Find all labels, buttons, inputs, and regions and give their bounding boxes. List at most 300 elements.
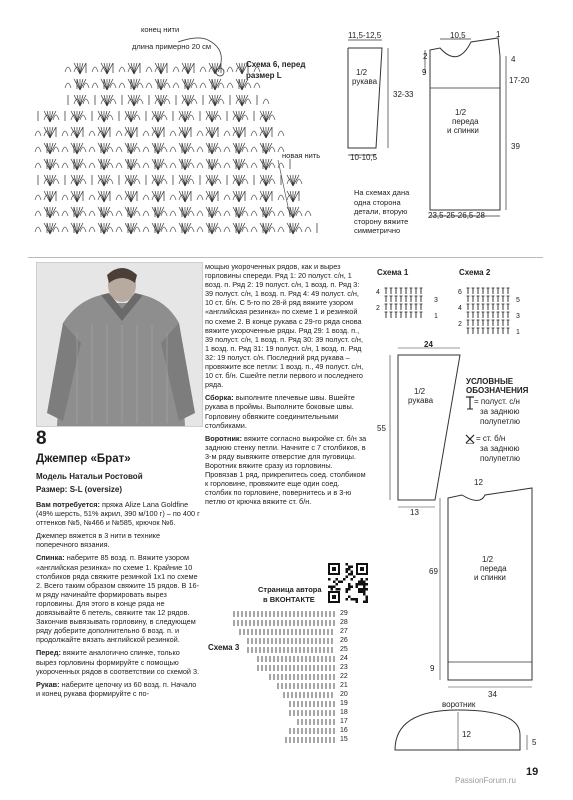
shell-mark	[71, 127, 77, 138]
legend-title-1: УСЛОВНЫЕ	[466, 377, 514, 386]
shell-mark	[209, 207, 212, 218]
shell-mark	[107, 63, 110, 74]
shell-mark	[158, 207, 164, 218]
shell-mark	[158, 111, 164, 122]
collar-outline	[395, 710, 520, 750]
shell-mark	[74, 207, 77, 218]
shell-mark	[212, 207, 215, 218]
body-dim-1: 1	[496, 30, 501, 39]
shell-mark	[131, 191, 137, 202]
shell-mark	[188, 63, 191, 74]
shell-mark	[104, 159, 107, 170]
article-size: Размер: S-L (oversize)	[36, 485, 123, 494]
shell-mark	[293, 191, 296, 202]
shell-mark	[185, 191, 188, 202]
shell-mark	[260, 175, 266, 186]
shell-mark	[185, 111, 191, 122]
shell-mark	[290, 175, 293, 186]
shell-mark	[74, 223, 77, 234]
shell-mark	[50, 159, 56, 170]
stitch-mark	[161, 211, 167, 216]
stitch-mark	[53, 163, 59, 168]
pattern-body-top: 12	[474, 478, 483, 487]
shell-mark	[128, 159, 131, 170]
stitch-mark	[53, 179, 59, 184]
shell-mark	[104, 175, 110, 186]
shell-mark	[107, 79, 110, 90]
shell-mark	[50, 207, 53, 218]
stitch-mark	[224, 147, 230, 152]
shell-mark	[266, 191, 272, 202]
shell-mark	[47, 159, 50, 170]
stitch-mark	[80, 163, 86, 168]
stitch-mark	[62, 227, 68, 232]
shell-mark	[185, 159, 191, 170]
shell-mark	[80, 63, 83, 74]
shell-mark	[212, 223, 215, 234]
stitch-mark	[143, 211, 149, 216]
qr-cell	[356, 601, 359, 604]
row-number: 28	[340, 619, 348, 626]
instructions-column-2	[205, 262, 367, 574]
shell-mark	[134, 79, 137, 90]
shell-mark	[287, 175, 293, 186]
body-dim-17-20: 17-20	[509, 76, 530, 85]
body-dim-39: 39	[511, 142, 520, 151]
qr-code-icon[interactable]	[327, 562, 369, 604]
stitch-mark	[146, 83, 152, 88]
shell-mark	[206, 111, 212, 122]
stitch-mark	[224, 195, 230, 200]
shell-mark	[266, 111, 272, 122]
stitch-mark	[242, 147, 248, 152]
shell-mark	[266, 175, 272, 186]
shell-mark	[134, 63, 137, 74]
stitch-mark	[170, 195, 176, 200]
shell-mark	[74, 191, 77, 202]
shell-mark	[101, 191, 104, 202]
qr-cell	[328, 578, 331, 581]
shell-mark	[239, 191, 245, 202]
qr-cell	[363, 601, 366, 604]
shell-mark	[293, 175, 299, 186]
row-number: 16	[340, 727, 348, 734]
stitch-mark	[218, 83, 224, 88]
shell-mark	[152, 127, 158, 138]
stitch-mark	[278, 195, 284, 200]
shell-mark	[104, 223, 110, 234]
section-divider	[28, 257, 543, 258]
stitch-mark	[170, 211, 176, 216]
shell-mark	[134, 95, 137, 106]
shell-mark	[44, 175, 50, 186]
shell-mark	[185, 127, 191, 138]
shell-mark	[161, 63, 164, 74]
shell-mark	[239, 191, 242, 202]
stitch-mark	[62, 131, 68, 136]
author-page-label-1: Страница автора	[258, 585, 322, 594]
shell-mark	[155, 63, 161, 74]
shell-mark	[239, 223, 245, 234]
shell-mark	[80, 79, 86, 90]
stitch-mark	[215, 211, 221, 216]
pattern-body-bottom: 34	[488, 690, 497, 699]
shell-mark	[266, 159, 269, 170]
shell-mark	[155, 111, 158, 122]
shell-mark	[206, 127, 212, 138]
body-dim-10-5: 10,5	[450, 31, 466, 40]
shell-mark	[47, 191, 50, 202]
shell-mark	[77, 175, 80, 186]
shell-mark	[131, 63, 134, 74]
shell-mark	[98, 111, 104, 122]
shell-mark	[152, 175, 158, 186]
qr-cell	[361, 578, 364, 581]
shell-mark	[134, 79, 140, 90]
stitch-mark	[215, 115, 221, 120]
shell-mark	[131, 111, 137, 122]
shell-mark	[185, 79, 188, 90]
shell-mark	[158, 79, 161, 90]
shell-mark	[128, 223, 131, 234]
article-model: Модель Натальи Ростовой	[36, 472, 143, 481]
paragraph-text: вяжите аналогично спинке, только вырез горловины формируйте с помощью укороченных рядов в соответствии со схемой 3.	[36, 648, 200, 676]
shell-mark	[155, 143, 158, 154]
page-number: 19	[526, 766, 539, 778]
stitch-mark	[200, 67, 206, 72]
shell-mark	[236, 191, 239, 202]
shell-mark	[77, 207, 80, 218]
shell-mark	[158, 175, 164, 186]
shell-mark	[104, 143, 110, 154]
paragraph-text: вяжите согласно выкройке ст. б/н за заднюю стенку петли. Начните с 7 столбиков, в 3-м ряду вывяжите отверстие для пуговицы. Воротник вяжите сразу из горловины. Провязав 1 ряд, прикрепитесь соед. столбиком к горловине, провяжите еще один соед. столбик по горловине, повернитесь и в 3-ю петлю от крючка вяжите ст. б/н.	[205, 433, 367, 507]
body-label-2: переда	[452, 117, 479, 126]
shell-mark	[104, 207, 107, 218]
crochet-chart-scheme-6	[28, 20, 343, 252]
shell-mark	[266, 143, 272, 154]
qr-cell	[338, 588, 341, 591]
stitch-mark	[65, 83, 71, 88]
stitch-mark	[242, 163, 248, 168]
shell-mark	[131, 159, 134, 170]
stitch-mark	[218, 99, 224, 104]
stitch-mark	[170, 227, 176, 232]
shell-mark	[77, 223, 83, 234]
shell-mark	[185, 207, 188, 218]
shell-mark	[263, 175, 266, 186]
qr-cell	[328, 586, 331, 589]
shell-mark	[263, 111, 266, 122]
stitch-mark	[137, 99, 143, 104]
paragraph-heading: Вам потребуется:	[36, 500, 100, 509]
stitch-mark	[89, 131, 95, 136]
shell-mark	[155, 175, 158, 186]
pattern-sleeve-top: 24	[424, 340, 433, 349]
shell-mark	[293, 223, 299, 234]
article-title: Джемпер «Брат»	[36, 453, 131, 465]
shell-mark	[209, 159, 212, 170]
shell-mark	[260, 111, 266, 122]
stitch-mark	[119, 67, 125, 72]
shell-mark	[77, 79, 80, 90]
stitch-mark	[191, 83, 197, 88]
shell-mark	[101, 143, 104, 154]
shell-mark	[101, 95, 107, 106]
shell-mark	[266, 159, 272, 170]
shell-mark	[80, 95, 83, 106]
row-number: 19	[340, 700, 348, 707]
shell-mark	[182, 223, 185, 234]
shell-mark	[209, 223, 212, 234]
stitch-mark	[134, 227, 140, 232]
stitch-mark	[197, 163, 203, 168]
shell-mark	[158, 143, 161, 154]
qr-cell	[351, 578, 354, 581]
shell-mark	[131, 143, 137, 154]
shell-mark	[104, 111, 110, 122]
shell-mark	[77, 207, 83, 218]
scheme-6-title: Схема 6, перед	[246, 60, 306, 69]
shell-mark	[104, 143, 107, 154]
shell-mark	[161, 95, 167, 106]
shell-mark	[233, 191, 239, 202]
shell-mark	[158, 63, 161, 74]
paragraph-heading: Сборка:	[205, 393, 234, 403]
shell-mark	[239, 111, 245, 122]
stitch-mark	[134, 115, 140, 120]
qr-cell	[356, 586, 359, 589]
qr-finder	[332, 567, 336, 571]
stitch-mark	[245, 83, 251, 88]
shell-mark	[185, 159, 188, 170]
paragraph	[36, 531, 200, 549]
stitch-mark	[89, 147, 95, 152]
shell-mark	[50, 143, 56, 154]
pointer-line	[278, 160, 290, 216]
shell-mark	[101, 127, 104, 138]
shell-mark	[128, 95, 134, 106]
paragraph-heading: Перед:	[36, 648, 61, 658]
shell-mark	[239, 159, 242, 170]
stitch-mark	[107, 163, 113, 168]
shell-mark	[74, 159, 77, 170]
stitch-mark	[107, 115, 113, 120]
shell-mark	[44, 111, 50, 122]
shell-mark	[212, 207, 218, 218]
stitch-mark	[278, 211, 284, 216]
shell-mark	[236, 143, 239, 154]
stitch-mark	[35, 211, 41, 216]
shell-mark	[104, 63, 107, 74]
shell-mark	[239, 111, 242, 122]
row-number: 21	[340, 682, 348, 689]
stitch-mark	[143, 195, 149, 200]
stitch-mark	[296, 227, 302, 232]
shell-mark	[80, 63, 86, 74]
shell-mark	[50, 207, 56, 218]
qr-cell	[366, 583, 369, 586]
stitch-mark	[80, 227, 86, 232]
row-number: 5	[516, 297, 520, 304]
shell-mark	[179, 111, 185, 122]
shell-mark	[125, 175, 131, 186]
stitch-mark	[161, 163, 167, 168]
shell-mark	[287, 191, 293, 202]
pattern-body-label-2: переда	[480, 564, 507, 573]
shell-mark	[185, 223, 191, 234]
shell-mark	[74, 143, 77, 154]
stitch-mark	[62, 147, 68, 152]
shell-mark	[182, 127, 185, 138]
shell-mark	[266, 143, 269, 154]
shell-mark	[239, 95, 242, 106]
sleeve-label-2: рукава	[352, 77, 378, 86]
qr-cell	[333, 586, 336, 589]
stitch-mark	[215, 147, 221, 152]
shell-mark	[266, 207, 272, 218]
stitch-mark	[245, 99, 251, 104]
shell-mark	[158, 191, 164, 202]
row-number: 3	[434, 297, 438, 304]
shell-mark	[104, 127, 107, 138]
stitch-mark	[188, 115, 194, 120]
shell-mark	[71, 191, 77, 202]
paragraph	[205, 434, 367, 507]
shell-mark	[152, 191, 158, 202]
shell-mark	[242, 63, 245, 74]
shell-mark	[212, 175, 215, 186]
stitch-mark	[269, 211, 275, 216]
shell-mark	[212, 159, 218, 170]
body-dim-9: 9	[422, 68, 427, 77]
shell-mark	[131, 143, 134, 154]
shell-mark	[266, 127, 269, 138]
shell-mark	[128, 63, 134, 74]
body-dim-2: 2	[423, 52, 428, 61]
stitch-mark	[92, 67, 98, 72]
shell-mark	[134, 63, 140, 74]
shell-mark	[158, 159, 164, 170]
shell-mark	[47, 127, 50, 138]
stitch-mark	[188, 163, 194, 168]
paragraph-text: выполните плечевые швы. Вшейте рукава в проймы. Выполните боковые швы. Горловину обвяжите соединительными столбиками.	[205, 393, 355, 430]
stitch-mark	[53, 227, 59, 232]
shell-mark	[239, 159, 245, 170]
qr-cell	[361, 581, 364, 584]
author-page-label-2: в ВКОНТАКТЕ	[263, 595, 315, 604]
shell-mark	[263, 223, 266, 234]
scheme-2-chart	[458, 283, 538, 338]
shell-mark	[182, 63, 188, 74]
shell-mark	[44, 191, 50, 202]
shell-mark	[182, 175, 185, 186]
shell-mark	[266, 223, 272, 234]
shell-mark	[260, 191, 266, 202]
shell-mark	[104, 223, 107, 234]
qr-cell	[363, 581, 366, 584]
paragraph-text: наберите 85 возд. п. Вяжите узором «английская резинка» по схеме 1. Крайние 10 столбиков ряда свяжите резинкой 1х1 по схеме 2. Всего таким образом свяжите 15 рядов. В 16-м ряду начинайте формировать вырез горловины. Для этого в конце ряда не довязывайте 6 петель, свяжите так 12 рядов. Закончив вывязывать горловину, в следующем ряду доберите дополнительно 6 возд. п. и продолжайте вязать английской резинкой.	[36, 553, 199, 645]
stitch-mark	[83, 83, 89, 88]
row-number: 3	[516, 313, 520, 320]
qr-cell	[363, 593, 366, 596]
shell-mark	[50, 111, 56, 122]
shell-mark	[161, 79, 167, 90]
shell-mark	[47, 143, 50, 154]
shell-mark	[242, 79, 245, 90]
model-photo	[36, 262, 203, 427]
shell-mark	[155, 95, 161, 106]
stitch-mark	[62, 211, 68, 216]
shell-mark	[293, 223, 296, 234]
qr-cell	[346, 588, 349, 591]
shell-mark	[107, 79, 113, 90]
paragraph-text: пряжа Alize Lana Goldfine (49% шерсть, 51% акрил, 390 м/100 г) – по 400 г оттенков №5, №466 и №585, крючок №6.	[36, 500, 200, 528]
qr-cell	[361, 588, 364, 591]
qr-cell	[331, 586, 334, 589]
qr-cell	[351, 586, 354, 589]
shell-mark	[239, 207, 245, 218]
qr-cell	[348, 588, 351, 591]
shell-mark	[98, 175, 104, 186]
stitch-mark	[251, 211, 257, 216]
stitch-mark	[146, 67, 152, 72]
row-number: 2	[376, 305, 380, 312]
shell-mark	[131, 175, 137, 186]
stitch-mark	[161, 147, 167, 152]
stitch-mark	[119, 83, 125, 88]
qr-cell	[341, 581, 344, 584]
shell-mark	[179, 127, 185, 138]
stitch-mark	[197, 131, 203, 136]
paragraph	[205, 393, 367, 429]
row-number: 22	[340, 673, 348, 680]
shell-mark	[242, 95, 245, 106]
shell-mark	[134, 95, 140, 106]
stitch-mark	[53, 211, 59, 216]
shell-mark	[50, 127, 56, 138]
qr-finder	[332, 595, 336, 599]
qr-cell	[351, 571, 354, 574]
shell-mark	[182, 191, 185, 202]
shell-mark	[155, 127, 158, 138]
shell-mark	[131, 223, 134, 234]
shell-mark	[74, 63, 80, 74]
shell-mark	[125, 191, 131, 202]
shell-mark	[74, 111, 77, 122]
shell-mark	[50, 191, 56, 202]
shell-mark	[239, 207, 242, 218]
shell-mark	[185, 207, 191, 218]
stitch-mark	[263, 99, 269, 104]
stitch-mark	[143, 147, 149, 152]
shell-mark	[155, 191, 158, 202]
stitch-mark	[134, 179, 140, 184]
article-number: 8	[36, 428, 47, 449]
shell-mark	[50, 159, 53, 170]
shell-mark	[128, 191, 131, 202]
shell-mark	[158, 143, 164, 154]
qr-cell	[338, 581, 341, 584]
shell-mark	[239, 143, 245, 154]
stitch-mark	[143, 163, 149, 168]
qr-cell	[356, 583, 359, 586]
stitch-mark	[53, 147, 59, 152]
shell-mark	[212, 127, 215, 138]
shell-mark	[209, 127, 212, 138]
stitch-mark	[269, 163, 275, 168]
instructions-column-1	[36, 500, 200, 760]
stitch-mark	[278, 227, 284, 232]
